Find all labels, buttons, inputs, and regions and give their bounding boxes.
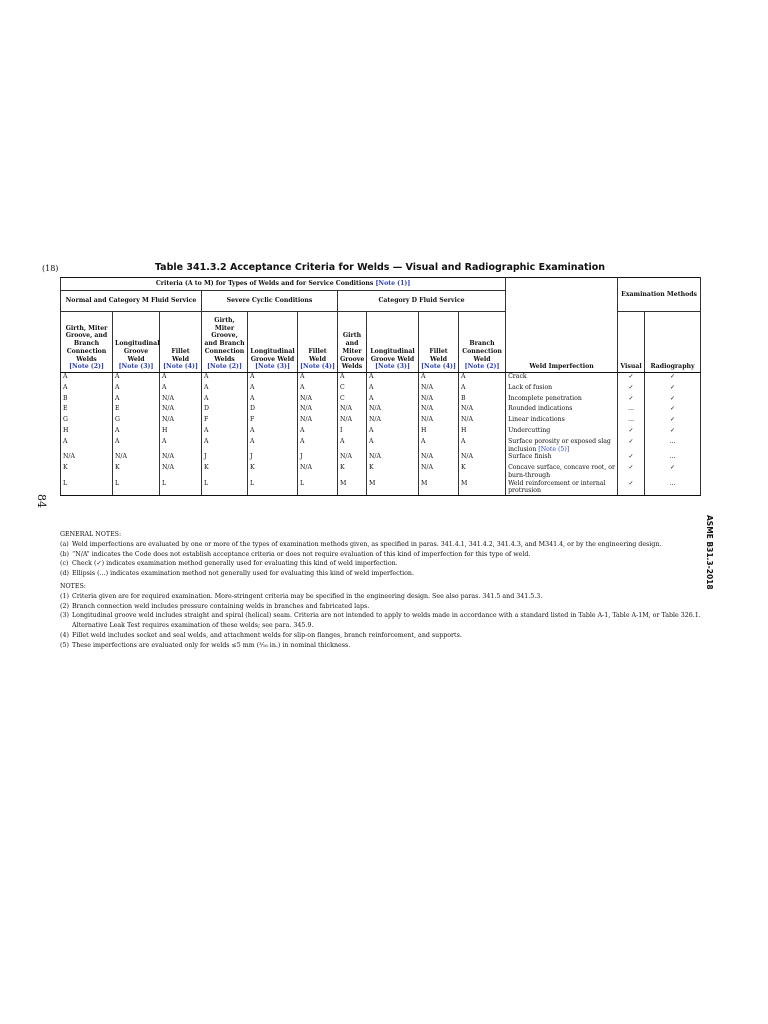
note-5-link[interactable]: [Note (5)] [538, 445, 570, 453]
note-text: Longitudinal groove weld includes straight and spiral (helical) seam. Criteria are not intended to apply to welds made in accordance with a standard listed in Table A-1, Table A-1M, or Table 326.1. Alternative Leak Test requires examination of these welds; see para. 345.9. [72, 612, 701, 629]
criteria-cell: K [113, 464, 160, 480]
weld-imperfection-text: Weld reinforcement or internal protrusion [508, 479, 606, 495]
criteria-cell: A [248, 395, 298, 406]
criteria-cell: N/A [419, 384, 459, 395]
weld-imperfection-text: Surface porosity or exposed slag inclusion [508, 437, 611, 453]
column-header-label: Fillet Weld [171, 347, 190, 363]
weld-imperfection-text: Surface finish [508, 453, 552, 461]
visual-cell: ✓ [618, 373, 645, 384]
general-note-item [60, 559, 705, 569]
criteria-cell: F [248, 416, 298, 427]
criteria-cell: E [113, 405, 160, 416]
criteria-cell: A [298, 373, 338, 384]
criteria-cell: N/A [367, 405, 419, 416]
table-row [61, 438, 701, 454]
table-row [61, 464, 701, 480]
note-item [60, 631, 705, 641]
note-label: (5) [60, 641, 69, 649]
criteria-cell: L [248, 480, 298, 496]
criteria-cell: G [113, 416, 160, 427]
criteria-cell: N/A [367, 453, 419, 464]
weld-imperfection-header: Weld Imperfection [506, 278, 618, 373]
general-notes-heading: GENERAL NOTES: [60, 531, 122, 538]
note-item [60, 602, 705, 612]
criteria-cell: C [338, 384, 367, 395]
note-item [60, 641, 705, 651]
acceptance-criteria-table [60, 277, 701, 496]
radiography-cell: ✓ [645, 405, 701, 416]
column-header-note-link[interactable]: [Note (2)] [207, 363, 242, 371]
weld-imperfection-text: Lack of fusion [508, 383, 553, 391]
criteria-cell: N/A [338, 416, 367, 427]
criteria-cell: A [459, 384, 506, 395]
radiography-cell: ✓ [645, 464, 701, 480]
column-header-note-link[interactable]: [Note (2)] [464, 363, 500, 371]
criteria-cell: F [202, 416, 248, 427]
criteria-cell: N/A [113, 453, 160, 464]
column-header-label: Girth, Miter Groove, and Branch Connection Welds [204, 316, 245, 363]
weld-imperfection-cell [506, 405, 618, 416]
general-note-text: “N/A” indicates the Code does not establish acceptance criteria or does not require evaluation of this kind of imperfection for this type of weld. [72, 550, 531, 558]
criteria-cell: B [459, 395, 506, 406]
note-text: Branch connection weld includes pressure containing welds in branches and fabricated laps. [72, 602, 370, 610]
criteria-cell: M [367, 480, 419, 496]
radiography-cell: ... [645, 480, 701, 496]
column-header [419, 312, 459, 373]
weld-imperfection-cell [506, 453, 618, 464]
column-header-label: Longitudinal Groove Weld [370, 347, 415, 363]
criteria-cell: A [113, 395, 160, 406]
general-notes [60, 530, 705, 579]
weld-imperfection-cell [506, 373, 618, 384]
criteria-cell: L [202, 480, 248, 496]
note-text: Criteria given are for required examination. More-stringent criteria may be specified in the engineering design. See also paras. 341.5 and 341.5.3. [72, 592, 543, 600]
criteria-cell: D [202, 405, 248, 416]
table-row [61, 373, 701, 384]
column-header [367, 312, 419, 373]
criteria-cell: A [248, 427, 298, 438]
criteria-cell: A [419, 373, 459, 384]
criteria-cell: L [298, 480, 338, 496]
criteria-cell: A [248, 438, 298, 454]
criteria-cell: M [419, 480, 459, 496]
column-header [61, 312, 113, 373]
column-header-label: Branch Connection Weld [462, 340, 502, 363]
criteria-cell: N/A [367, 416, 419, 427]
general-note-text: Weld imperfections are evaluated by one or more of the types of examination methods given, as specified in paras. 341.4.1, 341.4.2, 341.4.3, and M341.4, or by the engineering design. [72, 540, 662, 548]
weld-imperfection-text: Crack [508, 373, 527, 380]
criteria-cell: N/A [459, 416, 506, 427]
visual-cell: ... [618, 405, 645, 416]
general-note-label: (a) [60, 540, 69, 548]
criteria-cell: A [367, 427, 419, 438]
criteria-cell: A [202, 384, 248, 395]
general-note-label: (b) [60, 550, 69, 558]
criteria-cell: A [367, 384, 419, 395]
table-row [61, 480, 701, 496]
criteria-cell: A [367, 373, 419, 384]
criteria-cell: N/A [459, 405, 506, 416]
radiography-cell: ✓ [645, 416, 701, 427]
criteria-cell: A [160, 438, 202, 454]
criteria-cell: A [61, 438, 113, 454]
criteria-cell: N/A [338, 405, 367, 416]
criteria-cell: N/A [419, 395, 459, 406]
criteria-cell: A [113, 384, 160, 395]
criteria-cell: H [419, 427, 459, 438]
column-header-label: Girth and Miter Groove Welds [340, 332, 365, 371]
notes-heading: NOTES: [60, 583, 86, 590]
edition-marker: (18) [42, 264, 59, 273]
criteria-cell: J [298, 453, 338, 464]
radiography-header: Radiography [645, 312, 701, 373]
criteria-cell: A [61, 384, 113, 395]
table-row [61, 453, 701, 464]
note-item [60, 592, 705, 602]
group-category-d-header: Category D Fluid Service [338, 291, 506, 312]
note-text: Fillet weld includes socket and seal welds, and attachment welds for slip-on flanges, branch reinforcement, and supports. [72, 631, 462, 639]
criteria-header: Criteria (A to M) for Types of Welds and for Service Conditions [Note (1)] [61, 278, 506, 291]
column-header-label: Longitudinal Groove Weld [250, 347, 295, 363]
general-note-item [60, 569, 705, 579]
radiography-cell: ✓ [645, 427, 701, 438]
criteria-cell: N/A [160, 464, 202, 480]
column-header-label: Fillet Weld [308, 347, 327, 363]
weld-imperfection-text: Linear indications [508, 416, 565, 424]
criteria-cell: N/A [338, 453, 367, 464]
visual-cell: ✓ [618, 480, 645, 496]
radiography-cell: ... [645, 453, 701, 464]
general-note-text: Ellipsis (...) indicates examination method not generally used for evaluating this kind of weld imperfection. [72, 570, 414, 577]
weld-imperfection-text: Undercutting [508, 426, 551, 434]
weld-imperfection-cell [506, 480, 618, 496]
criteria-cell: K [459, 464, 506, 480]
visual-cell: ... [618, 416, 645, 427]
criteria-cell: A [248, 384, 298, 395]
column-header [298, 312, 338, 373]
column-header [160, 312, 202, 373]
criteria-cell: H [160, 427, 202, 438]
general-note-text: Check (✓) indicates examination method generally used for evaluating this kind of weld imperfection. [72, 560, 398, 568]
criteria-cell: A [298, 427, 338, 438]
general-note-label: (d) [60, 570, 69, 577]
criteria-cell: A [298, 438, 338, 454]
criteria-cell: G [61, 416, 113, 427]
criteria-cell: A [61, 373, 113, 384]
criteria-cell: N/A [419, 416, 459, 427]
criteria-cell: N/A [160, 453, 202, 464]
general-note-label: (c) [60, 560, 69, 568]
criteria-cell: N/A [160, 416, 202, 427]
note-text: These imperfections are evaluated only for welds ≤5 mm (³⁄₁₆ in.) in nominal thickness. [72, 641, 351, 649]
criteria-cell: M [338, 480, 367, 496]
column-header-note-link[interactable]: [Note (4)] [300, 363, 335, 371]
table-row [61, 395, 701, 406]
criteria-cell: D [248, 405, 298, 416]
criteria-cell: J [202, 453, 248, 464]
table-row [61, 405, 701, 416]
column-header-label: Fillet Weld [429, 347, 448, 363]
criteria-cell: A [202, 427, 248, 438]
visual-cell: ✓ [618, 438, 645, 454]
visual-header: Visual [618, 312, 645, 373]
criteria-cell: N/A [419, 464, 459, 480]
criteria-cell: A [113, 438, 160, 454]
weld-imperfection-cell [506, 395, 618, 406]
note-1-link[interactable]: [Note (1)] [375, 280, 411, 288]
criteria-cell: L [113, 480, 160, 496]
criteria-cell: K [248, 464, 298, 480]
column-header [113, 312, 160, 373]
criteria-cell: N/A [298, 405, 338, 416]
criteria-cell: C [338, 395, 367, 406]
criteria-cell: J [248, 453, 298, 464]
criteria-cell: M [459, 480, 506, 496]
column-header [202, 312, 248, 373]
criteria-cell: A [202, 373, 248, 384]
criteria-cell: N/A [160, 405, 202, 416]
criteria-cell: N/A [298, 416, 338, 427]
criteria-cell: A [367, 438, 419, 454]
visual-cell: ✓ [618, 464, 645, 480]
criteria-cell: B [61, 395, 113, 406]
column-header-note-link[interactable]: [Note (3)] [255, 363, 290, 371]
radiography-cell: ... [645, 438, 701, 454]
criteria-cell: N/A [459, 453, 506, 464]
criteria-cell: A [202, 438, 248, 454]
criteria-cell: K [202, 464, 248, 480]
criteria-cell: K [61, 464, 113, 480]
criteria-cell: A [248, 373, 298, 384]
group-normal-header: Normal and Category M Fluid Service [61, 291, 202, 312]
criteria-cell: A [113, 373, 160, 384]
note-label: (4) [60, 631, 69, 639]
weld-imperfection-cell [506, 384, 618, 395]
column-header-note-link[interactable]: [Note (3)] [118, 363, 154, 371]
criteria-cell: N/A [61, 453, 113, 464]
criteria-cell: N/A [419, 405, 459, 416]
table-row [61, 384, 701, 395]
weld-imperfection-cell [506, 416, 618, 427]
column-header [459, 312, 506, 373]
standard-label: ASME B31.3-2018 [705, 515, 714, 590]
column-header-label: Longitudinal Groove Weld [115, 340, 160, 363]
radiography-cell: ✓ [645, 373, 701, 384]
criteria-cell: H [459, 427, 506, 438]
visual-cell: ✓ [618, 453, 645, 464]
table-row [61, 416, 701, 427]
radiography-cell: ✓ [645, 384, 701, 395]
weld-imperfection-text: Incomplete penetration [508, 394, 582, 402]
column-header [248, 312, 298, 373]
criteria-cell: A [113, 427, 160, 438]
column-header [338, 312, 367, 373]
visual-cell: ✓ [618, 427, 645, 438]
column-header-note-link[interactable]: [Note (4)] [163, 363, 198, 371]
weld-imperfection-cell [506, 438, 618, 454]
criteria-cell: A [160, 384, 202, 395]
criteria-cell: A [298, 384, 338, 395]
criteria-cell: A [459, 438, 506, 454]
criteria-cell: A [202, 395, 248, 406]
visual-cell: ✓ [618, 384, 645, 395]
weld-imperfection-text: Rounded indications [508, 405, 573, 413]
criteria-cell: L [61, 480, 113, 496]
criteria-cell: K [338, 464, 367, 480]
note-item [60, 611, 705, 631]
column-header-note-link[interactable]: [Note (4)] [421, 363, 456, 371]
visual-cell: ✓ [618, 395, 645, 406]
weld-imperfection-cell [506, 427, 618, 438]
note-label: (3) [60, 612, 69, 620]
criteria-cell: E [61, 405, 113, 416]
criteria-cell: N/A [298, 395, 338, 406]
criteria-cell: N/A [160, 395, 202, 406]
column-header-note-link[interactable]: [Note (3)] [375, 363, 410, 371]
criteria-cell: K [367, 464, 419, 480]
criteria-cell: A [338, 373, 367, 384]
group-severe-cyclic-header: Severe Cyclic Conditions [202, 291, 338, 312]
general-note-item [60, 540, 705, 550]
notes [60, 582, 705, 650]
criteria-cell: A [419, 438, 459, 454]
criteria-cell: A [367, 395, 419, 406]
radiography-cell: ✓ [645, 395, 701, 406]
column-header-label: Girth, Miter Groove, and Branch Connection Welds [65, 324, 108, 363]
criteria-cell: A [338, 438, 367, 454]
examination-methods-header: Examination Methods [618, 278, 701, 312]
criteria-cell: N/A [419, 453, 459, 464]
general-note-item [60, 550, 705, 560]
criteria-cell: L [160, 480, 202, 496]
criteria-cell: H [61, 427, 113, 438]
criteria-cell: I [338, 427, 367, 438]
weld-imperfection-text: Concave surface, concave root, or burn-through [508, 464, 615, 479]
note-label: (2) [60, 602, 69, 610]
criteria-cell: A [459, 373, 506, 384]
table-title: Table 341.3.2 Acceptance Criteria for Welds — Visual and Radiographic Examination [154, 262, 606, 273]
criteria-cell: A [160, 373, 202, 384]
column-header-note-link[interactable]: [Note (2)] [69, 363, 104, 371]
criteria-cell: N/A [298, 464, 338, 480]
note-label: (1) [60, 592, 69, 600]
page-number: 84 [35, 494, 48, 508]
table-row [61, 427, 701, 438]
weld-imperfection-cell [506, 464, 618, 480]
